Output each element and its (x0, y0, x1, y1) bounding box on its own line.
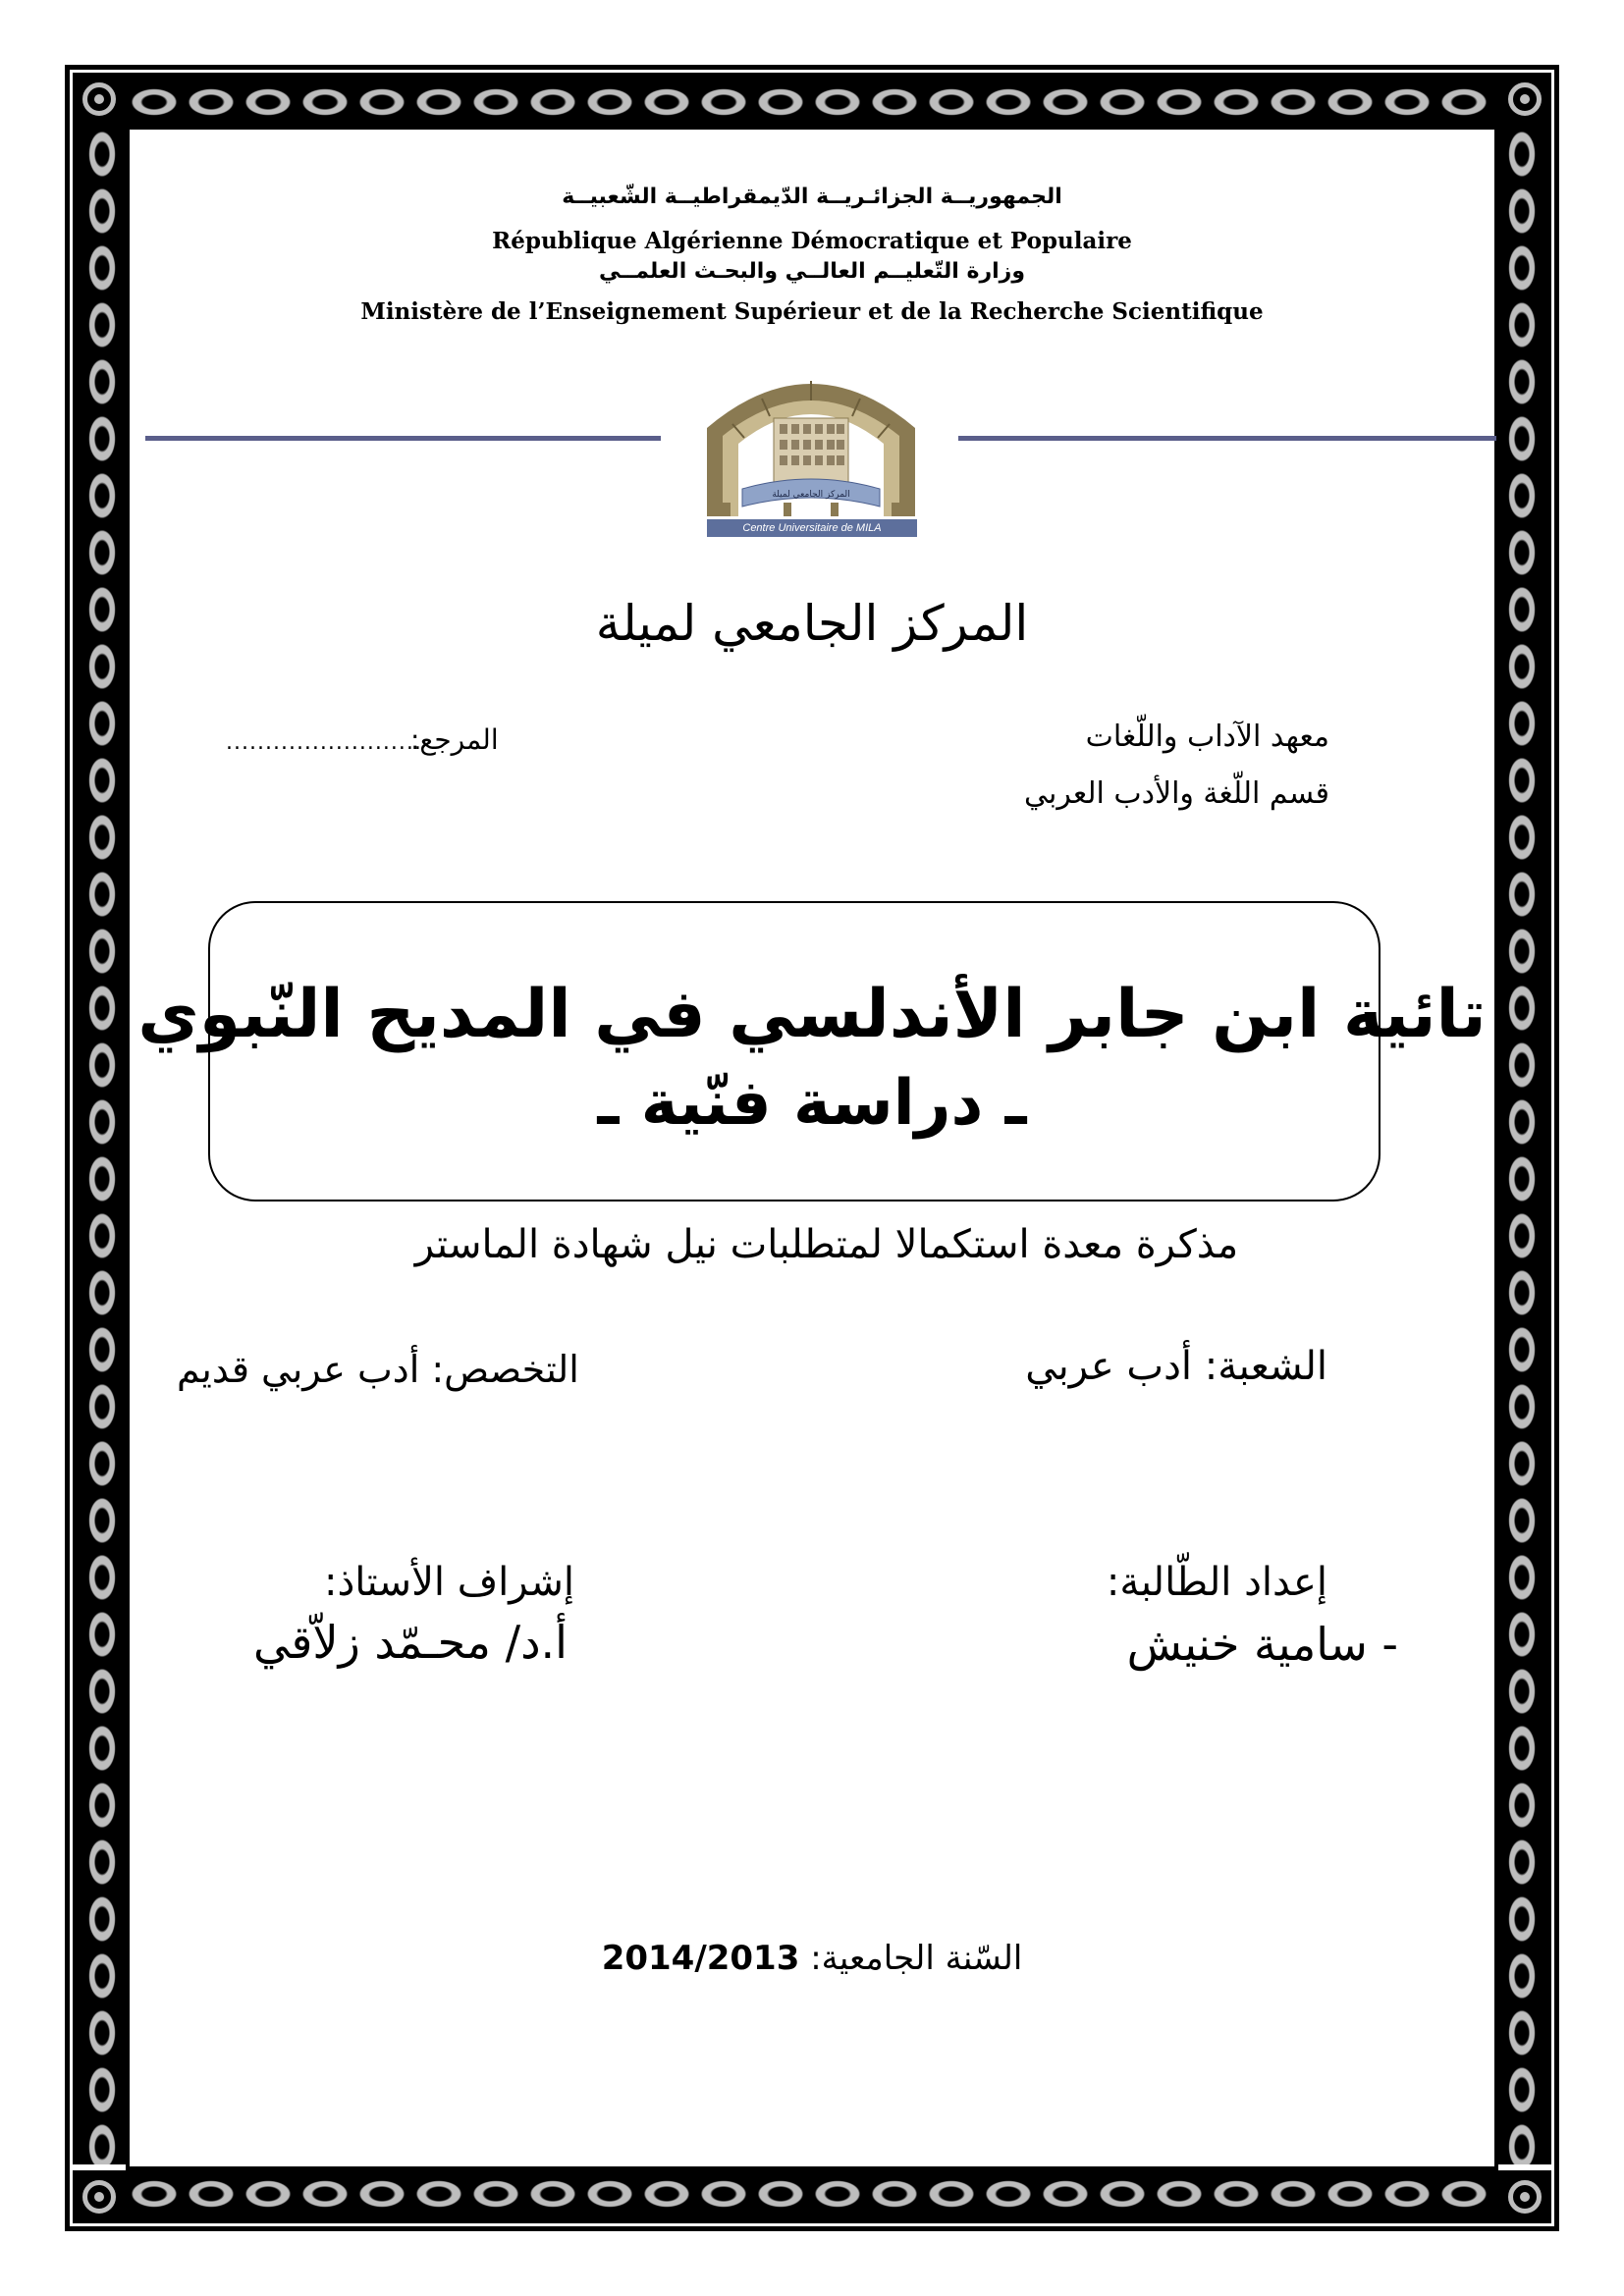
corner-ornament-icon (1498, 2170, 1551, 2223)
republic-name-french: République Algérienne Démocratique et Populaire (492, 228, 1132, 254)
memo-description: مذكرة معدة استكمالا لمتطلبات نيل شهادة الماستر (414, 1222, 1239, 1267)
university-logo-icon (693, 359, 929, 544)
republic-name-arabic: الجمهوريــة الجزائـريــة الدّيمقراطيــة الشّعبيــة (562, 185, 1062, 209)
top-rope-border (126, 73, 1498, 132)
logo-caption: Centre Universitaire de MILA (707, 519, 917, 537)
specialty-field: التخصص: أدب عربي قديم (177, 1348, 579, 1391)
corner-ornament-icon (73, 73, 126, 126)
bottom-rope-border (126, 2164, 1498, 2223)
ministry-name-arabic: وزارة التّعليــم العالــي والبحـث العلمــي (598, 259, 1026, 284)
thesis-title: تائية ابن جابر الأندلسي في المديح النّبوي (137, 976, 1487, 1053)
prepared-by-label: إعداد الطّالبة: (1106, 1560, 1327, 1605)
academic-year (0, 1939, 1624, 1978)
reference-label: المرجع: (410, 723, 499, 756)
ministry-name-french: Ministère de l’Enseignement Supérieur et de la Recherche Scientifique (360, 298, 1264, 325)
academic-year-value: 2014/2013 (601, 1939, 800, 1978)
student-name: - سامية خنيش (1126, 1618, 1398, 1671)
university-name: المركز الجامعي لميلة (595, 595, 1029, 652)
supervision-label: إشراف الأستاذ: (324, 1560, 574, 1605)
thesis-subtitle: ـ دراسة فنّية ـ (597, 1067, 1027, 1140)
svg-text:المركز الجامعي لميلة: المركز الجامعي لميلة (772, 490, 850, 500)
academic-year-label: السّنة الجامعية: (810, 1939, 1023, 1978)
supervisor-name: أ.د/ محـمّد زلاّقي (253, 1616, 568, 1669)
corner-ornament-icon (73, 2170, 126, 2223)
branch-field: الشعبة: أدب عربي (1025, 1344, 1327, 1389)
left-rope-border (73, 126, 132, 2164)
corner-ornament-icon (1498, 73, 1551, 126)
right-rope-border (1492, 126, 1551, 2164)
right-divider (958, 436, 1496, 441)
left-divider (145, 436, 661, 441)
department-name: قسم اللّغة والأدب العربي (1023, 776, 1329, 811)
reference-dots: ......................... (226, 730, 422, 755)
institute-name: معهد الآداب واللّغات (1085, 720, 1329, 754)
